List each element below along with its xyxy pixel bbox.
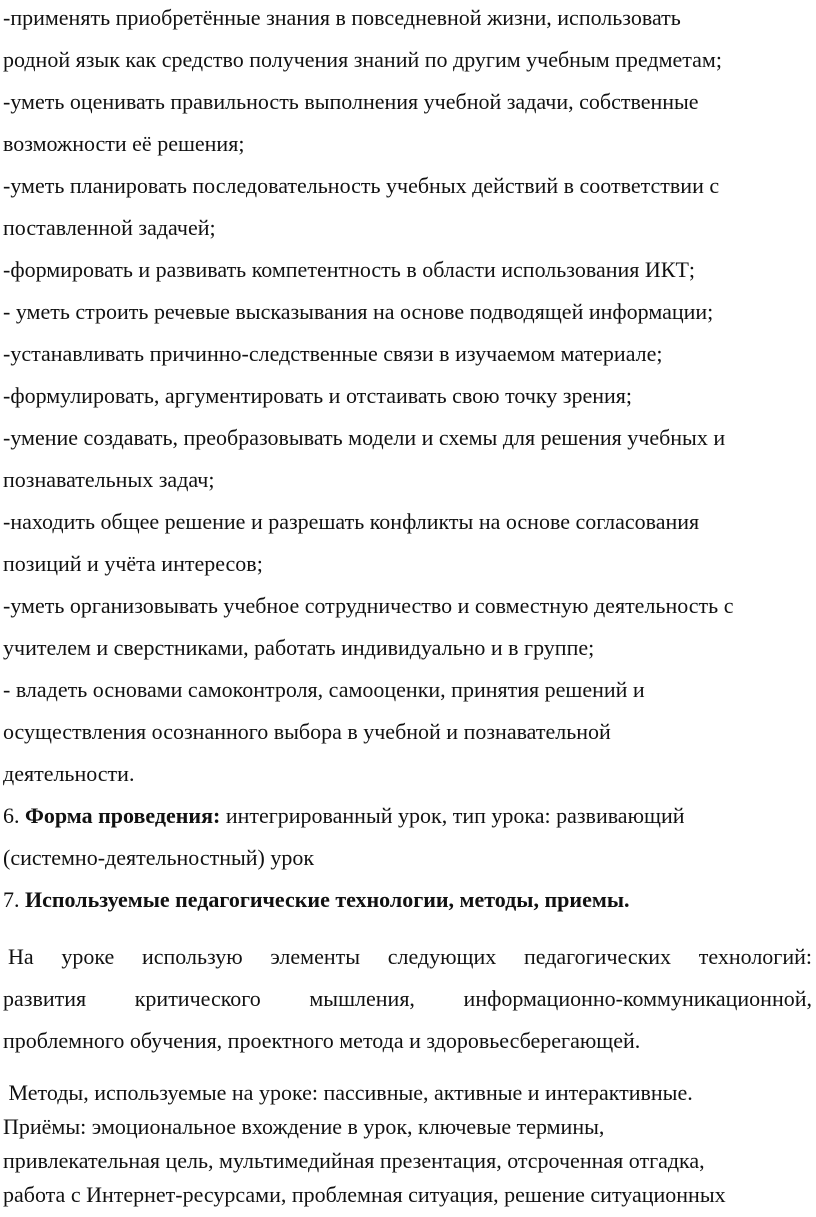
section-heading: Используемые педагогические технологии, методы, приемы. — [25, 887, 630, 912]
text-line: -уметь планировать последовательность учебных действий в соответствии с — [3, 173, 720, 198]
text-line: позиций и учёта интересов; — [3, 551, 263, 576]
justified-line: На уроке использую элементы следующих педагогических технологий: — [8, 944, 812, 969]
justified-line: развития критического мышления, информационно-коммуникационной, — [3, 986, 812, 1011]
text-line: -применять приобретённые знания в повседневной жизни, использовать — [3, 5, 681, 30]
section-7-line — [3, 887, 812, 913]
text-line: учителем и сверстниками, работать индивидуально и в группе; — [3, 635, 595, 660]
text-line: Методы, используемые на уроке: пассивные, активные и интерактивные. — [3, 1080, 693, 1105]
text-line: -формировать и развивать компетентность в области использования ИКТ; — [3, 257, 695, 282]
text-line: привлекательная цель, мультимедийная презентация, отсроченная отгадка, — [3, 1148, 705, 1173]
text-line: работа с Интернет-ресурсами, проблемная ситуация, решение ситуационных — [3, 1182, 726, 1207]
text-line: родной язык как средство получения знаний по другим учебным предметам; — [3, 47, 722, 72]
section-text: интегрированный урок, тип урока: развивающий — [225, 803, 685, 828]
text-line: -находить общее решение и разрешать конфликты на основе согласования — [3, 509, 700, 534]
section-number: 6. — [3, 803, 20, 828]
section-number: 7. — [3, 887, 20, 912]
section-heading: Форма проведения: — [25, 803, 221, 828]
text-line: осуществления осознанного выбора в учебной и познавательной — [3, 719, 611, 744]
text-line: проблемного обучения, проектного метода и здоровьесберегающей. — [3, 1028, 641, 1053]
text-line: познавательных задач; — [3, 467, 215, 492]
text-line: -уметь организовывать учебное сотрудничество и совместную деятельность с — [3, 593, 734, 618]
text-line: -устанавливать причинно-следственные связи в изучаемом материале; — [3, 341, 663, 366]
text-line: Приёмы: эмоциональное вхождение в урок, ключевые термины, — [3, 1114, 605, 1139]
text-line: -формулировать, аргументировать и отстаивать свою точку зрения; — [3, 383, 633, 408]
text-line: -умение создавать, преобразовывать модели и схемы для решения учебных и — [3, 425, 726, 450]
text-line: возможности её решения; — [3, 131, 245, 156]
text-line: -уметь оценивать правильность выполнения учебной задачи, собственные — [3, 89, 699, 114]
text-line: - владеть основами самоконтроля, самооценки, принятия решений и — [3, 677, 645, 702]
text-line: - уметь строить речевые высказывания на основе подводящей информации; — [3, 299, 714, 324]
section-6-line — [3, 803, 812, 829]
text-line: деятельности. — [3, 761, 135, 786]
text-line: поставленной задачей; — [3, 215, 216, 240]
text-line: (системно-деятельностный) урок — [3, 845, 315, 870]
